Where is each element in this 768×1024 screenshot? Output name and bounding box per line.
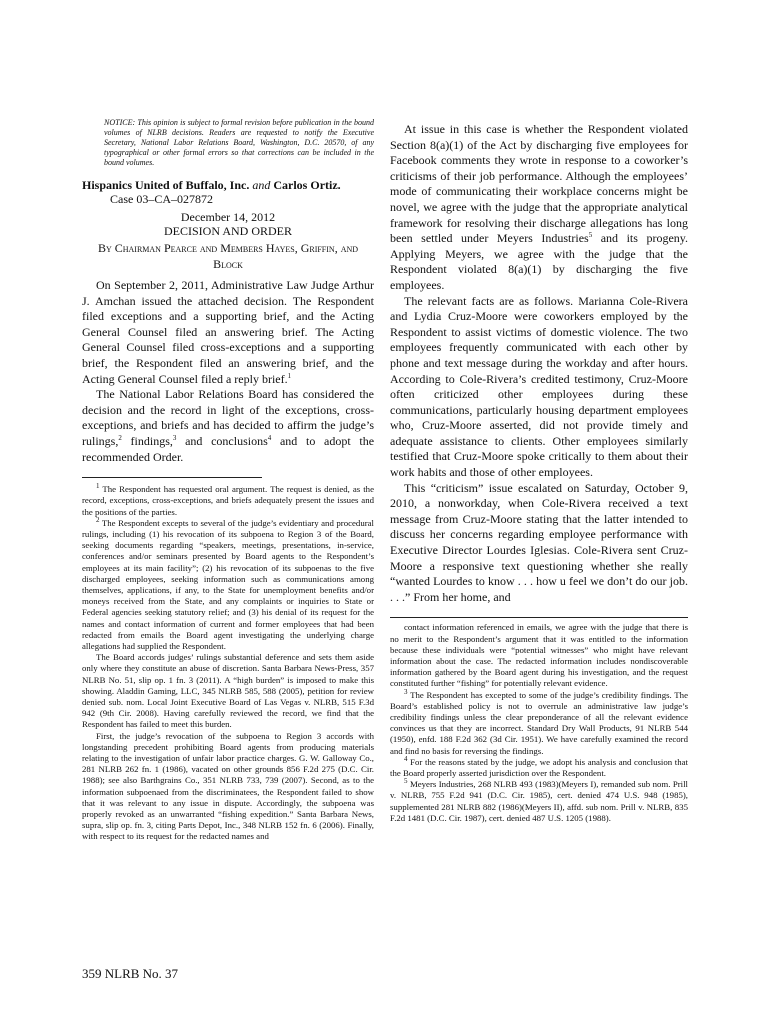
party-one: Hispanics United of Buffalo, Inc. [82, 178, 250, 192]
footnote-ref-4: 4 [267, 433, 272, 442]
caption-and: and [252, 178, 271, 192]
case-number: Case 03–CA–027872 [110, 192, 213, 206]
decision-date: December 14, 2012 [180, 210, 276, 224]
footnote-divider [390, 617, 688, 618]
footnote-2-para-2: The Board accords judges’ rulings substantial deference and sets them aside only where they constitute an abuse of discretion. Santa Barbara News-Press, 357 NLRB No. 51, slip op. 1 fn. 3 (2011). A “high burden” is imposed to make this showing. Aladdin Gaming, LLC, 345 NLRB 585, 588 (2005), petition for review denied sub. nom. Local Joint Executive Board of Las Vegas v. NLRB, 515 F.3d 942 (9th Cir. 2008). Having carefully reviewed the record, we find that the Respondent has failed to meet this burden. [82, 652, 374, 730]
footnote-2 [82, 515, 374, 652]
paragraph-text: The National Labor Relations Board has considered the decision and the record in light of the exceptions, cross-exceptions, and briefs and has decided to affirm the judge’s rulings, [82, 387, 374, 448]
footnote-2-para-3: First, the judge’s revocation of the subpoena to Region 3 accords with longstanding precedent prohibiting Board agents from producing materials relating to the investigation of unfair labor practice charges. G. W. Galloway Co., 281 NLRB 262 fn. 1 (1986), vacated on other grounds 856 F.2d 275 (D.C. Cir. 1988); see also Barthgrains Co., 351 NLRB 733, 739 (2007). Second, as to the information subpoenaed from the discriminatees, the Respondent failed to show that it was relevant to any issue in dispute. Accordingly, the subpoena was properly revoked as an unwarranted “fishing expedition.” Santa Barbara News, supra, slip op. fn. 3, citing Parts Depot, Inc., 348 NLRB 152 fn. 6 (2006). Finally, with respect to its request for the redacted names and [82, 730, 374, 842]
paragraph-text: and its progeny. Applying Meyers, we agree with the judge that the Respondent violated 8(a)(1) by discharging the five employees. [390, 231, 688, 292]
paragraph-text: On September 2, 2011, Administrative Law Judge Arthur J. Amchan issued the attached decision. The Respondent filed exceptions and a supporting brief, and the Acting General Counsel filed an answering brief. The Acting General Counsel filed cross-exceptions and a supporting brief, the Respondent filed an answering brief, and the Acting General Counsel filed a reply brief. [82, 278, 374, 386]
right-column [390, 122, 688, 824]
footnote-marker: 3 [404, 687, 408, 696]
footnote-ref-1: 1 [287, 371, 292, 380]
footnote-divider [82, 477, 262, 478]
footnote-marker: 1 [96, 482, 100, 491]
footnote-text: The Respondent has excepted to some of the judge’s credibility findings. The Board’s established policy is not to overrule an administrative law judge’s credibility findings unless the clear preponderance of all the relevant evidence convinces us that they are incorrect. Standard Dry Wall Products, 91 NLRB 544 (1950), enfd. 188 F.2d 362 (3d Cir. 1951). We have carefully examined the record and find no basis for reversing the findings. [390, 689, 688, 756]
left-column [82, 118, 374, 843]
paragraph-text: At issue in this case is whether the Respondent violated Section 8(a)(1) of the Act by discharging five employees for Facebook comments they wrote in response to a coworker’s criticisms of their job performance. Although the employees’ mode of communicating their workplace concerns might be novel, we agree with the judge that the appropriate analytical framework for resolving their discharge allegations has long been settled under Meyers Industries [390, 122, 688, 246]
footnote-marker: 5 [404, 777, 408, 786]
case-caption [82, 178, 374, 192]
paragraph-criticism: This “criticism” issue escalated on Saturday, October 9, 2010, a nonworkday, when Cole-Rivera received a text message from Cruz-Moore stating that the latter intended to discuss her concerns regarding employee performance with Executive Director Lourdes Iglesias. Cole-Rivera sent Cruz-Moore a responsive text questioning whether she really “wanted Lourdes to know . . . how u feel we don’t do our job. . . .” From her home, and [390, 480, 688, 604]
paragraph-procedural-history [82, 278, 374, 387]
footnote-4 [390, 754, 688, 779]
byline: By Chairman Pearce and Members Hayes, Griffin, and Block [97, 241, 359, 271]
footnote-ref-2: 2 [118, 433, 122, 442]
footnote-text: The Respondent excepts to several of the judge’s evidentiary and procedural rulings, including (1) his revocation of its subpoena to Region 3 of the Board, seeking documents regarding “speakers, meetings, presentations, in-service, conferences and/or seminars presented by Board agents to the Respondent’s employees at its main facility”; (2) his revocation of its subpoenas to the five discharged employees, seeking information such as communications among themselves, applications, if any, to the State for unemployment benefits and/or moneys received from the State, and any complaints or inquiries to State or Federal agencies seeking statutory relief; and (3) his denial of its request for the names and contact information of current and former employees that had been redacted from emails the Board agent investigating the underlying charge allegations had supplied the Respondent. [82, 517, 374, 651]
footnote-ref-5: 5 [588, 231, 593, 240]
footnote-1 [82, 484, 374, 518]
footnote-ref-3: 3 [172, 433, 177, 442]
paragraph-facts: The relevant facts are as follows. Marianna Cole-Rivera and Lydia Cruz-Moore were coworkers employed by the Respondent to assist victims of domestic violence. The two employees frequently communicated with each other by phone and text message during the workday and after hours. According to Cole-Rivera’s credited testimony, Cruz-Moore often criticized other employees during these communications, particularly housing department employees who, Cruz-Moore asserted, did not provide timely and adequate assistance to clients. Other employees similarly testified that Cruz-Moore spoke critically to them about their work habits and those of other employees. [390, 293, 688, 480]
footnote-2-continued: contact information referenced in emails, we agree with the judge that there is no merit to the Respondent’s argument that it was entitled to the information because these individuals were “potential witnesses” who might have relevant information about the case. The redacted information includes nondiscoverable information gathered by the Board agent during his investigation, and the request constituted further “fishing” for potentially relevant evidence. [390, 622, 688, 689]
paragraph-text: and to adopt the recommended Order. [82, 433, 375, 464]
footnote-marker: 2 [96, 515, 100, 524]
paragraph-board-decision [82, 387, 374, 465]
footnote-text: For the reasons stated by the judge, we adopt his analysis and conclusion that the Board properly asserted jurisdiction over the Respondent. [390, 756, 688, 779]
paragraph-text: and conclusions [185, 433, 268, 448]
citation-footer: 359 NLRB No. 37 [82, 966, 179, 981]
footnote-5 [390, 779, 688, 824]
decision-title: DECISION AND ORDER [163, 224, 292, 238]
publication-notice: NOTICE: This opinion is subject to formal revision before publication in the bound volumes of NLRB decisions. Readers are requested to notify the Executive Secretary, National Labor Relations Board, Washington, D.C. 20570, of any typographical or other formal errors so that corrections can be included in the bound volumes. [104, 118, 374, 167]
paragraph-issue [390, 122, 688, 294]
footnote-text: The Respondent has requested oral argument. The request is denied, as the record, exceptions, cross-exceptions, and briefs adequately present the issues and the positions of the parties. [82, 484, 374, 517]
footnote-marker: 4 [404, 754, 408, 763]
paragraph-text: findings, [130, 433, 173, 448]
footnote-text: Meyers Industries, 268 NLRB 493 (1983)(Meyers I), remanded sub nom. Prill v. NLRB, 755 F.2d 941 (D.C. Cir. 1985), cert. denied 474 U.S. 948 (1985), supplemented 281 NLRB 882 (1986)(Meyers II), affd. sub nom. Prill v. NLRB, 835 F.2d 1481 (D.C. Cir. 1987), cert. denied 487 U.S. 1205 (1988). [390, 779, 689, 823]
footnote-3 [390, 687, 688, 757]
party-two: Carlos Ortiz. [273, 178, 341, 192]
